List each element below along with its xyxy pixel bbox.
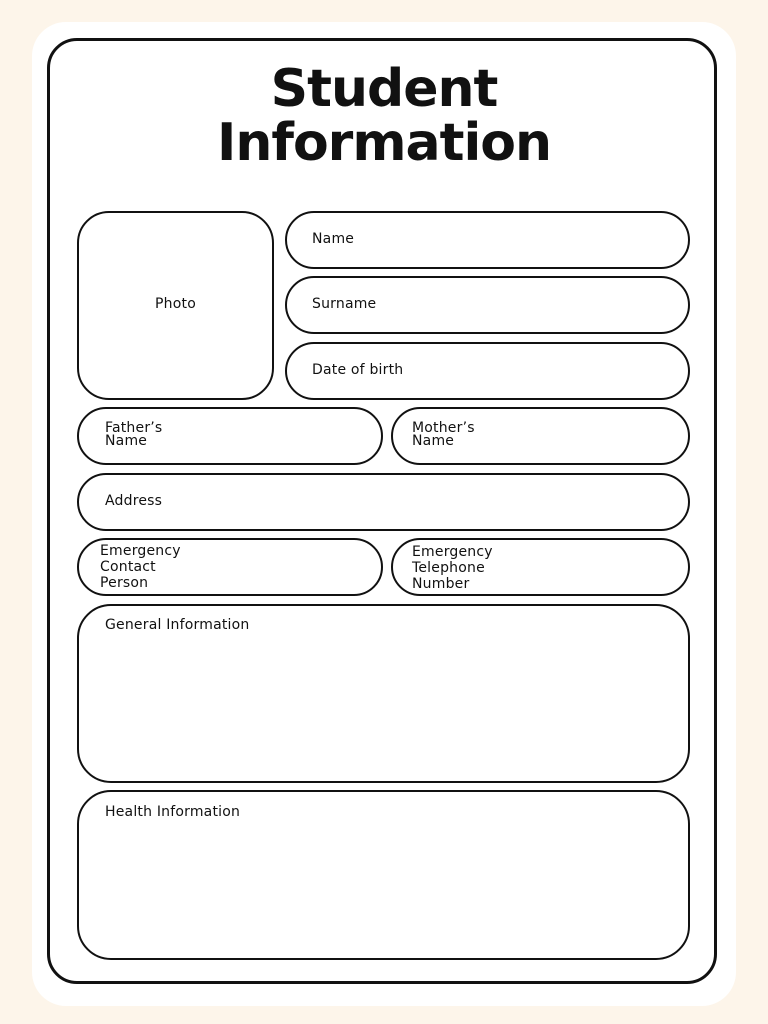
address-field[interactable] [77, 473, 690, 531]
emergency-telephone-field[interactable] [391, 538, 690, 596]
name-field[interactable] [285, 211, 690, 269]
general-information-label: General Information [105, 617, 250, 633]
fathers-name-field[interactable] [77, 407, 383, 465]
photo-label: Photo [155, 296, 196, 312]
mothers-name-field[interactable] [391, 407, 690, 465]
title-line-1: Student [270, 59, 498, 119]
date-of-birth-field[interactable] [285, 342, 690, 400]
health-information-label: Health Information [105, 804, 241, 820]
fathers-name-label: Father’s Name [105, 420, 163, 449]
emergency-contact-field[interactable] [77, 538, 383, 596]
general-information-field[interactable] [77, 604, 690, 783]
emergency-contact-label: Emergency Contact Person [100, 543, 181, 591]
title-line-2: Information [216, 113, 552, 173]
emergency-telephone-label: Emergency Telephone Number [412, 544, 493, 592]
photo-box[interactable] [77, 211, 274, 400]
date-of-birth-label: Date of birth [312, 362, 404, 378]
mothers-name-label: Mother’s Name [412, 420, 475, 449]
page-title [0, 59, 768, 173]
health-information-field[interactable] [77, 790, 690, 960]
address-label: Address [105, 493, 163, 509]
surname-label: Surname [312, 296, 377, 312]
surname-field[interactable] [285, 276, 690, 334]
name-label: Name [312, 231, 355, 247]
